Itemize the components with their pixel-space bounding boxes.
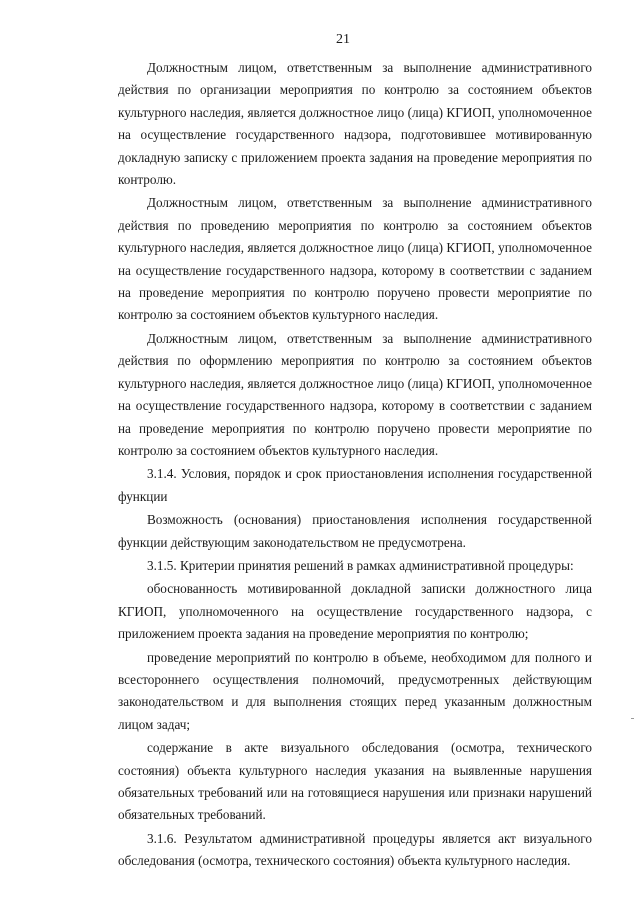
criterion-inspection-report: содержание в акте визуального обследования (осмотра, технического состояния) объекта культурного наследия указания на выявленные нарушения обязательных требований или на готовящиеся нарушения или признаки нарушений обязательных требований. xyxy=(118,740,592,823)
section-heading-3-1-6: 3.1.6. Результатом административной процедуры является акт визуального обследования (осмотра, технического состояния) объекта культурного наследия. xyxy=(118,830,592,869)
page-number: 21 xyxy=(336,32,350,47)
paragraph-responsible-conduct: Должностным лицом, ответственным за выполнение административного действия по проведению мероприятия по контролю за состоянием объектов культурного наследия, является должностное лицо (лица) КГИОП, уполномоченное на осуществление государственного надзора, которому в соответствии с заданием на проведение мероприятия по контролю поручено провести мероприятие по контролю за состоянием объектов культурного наследия. xyxy=(118,195,592,323)
document-body xyxy=(118,57,592,873)
margin-mark xyxy=(631,718,634,719)
section-heading-3-1-4: 3.1.4. Условия, порядок и срок приостановления исполнения государственной функции xyxy=(118,466,592,504)
criterion-scope: проведение мероприятий по контролю в объеме, необходимом для полного и всестороннего осуществления полномочий, предусмотренных действующим законодательством и для выполнения стоящих перед указанным должностным лицом задач; xyxy=(118,649,592,732)
criterion-justification: обоснованность мотивированной докладной записки должностного лица КГИОП, уполномоченного на осуществление государственного надзора, с приложением проекта задания на проведение мероприятия по контролю; xyxy=(118,581,592,642)
paragraph-responsible-formalization: Должностным лицом, ответственным за выполнение административного действия по оформлению мероприятия по контролю за состоянием объектов культурного наследия, является должностное лицо (лица) КГИОП, уполномоченное на осуществление государственного надзора, которому в соответствии с заданием на проведение мероприятия по контролю поручено провести мероприятие по контролю за состоянием объектов культурного наследия. xyxy=(118,330,592,458)
paragraph-suspension-grounds: Возможность (основания) приостановления исполнения государственной функции действующим законодательством не предусмотрена. xyxy=(118,512,592,550)
section-heading-3-1-5: 3.1.5. Критерии принятия решений в рамках административной процедуры: xyxy=(147,557,574,573)
paragraph-responsible-organization: Должностным лицом, ответственным за выполнение административного действия по организации мероприятия по контролю за состоянием объектов культурного наследия, является должностное лицо (лица) КГИОП, уполномоченное на осуществление государственного надзора, подготовившее мотивированную докладную записку с приложением проекта задания на проведение мероприятия по контролю. xyxy=(118,60,592,188)
